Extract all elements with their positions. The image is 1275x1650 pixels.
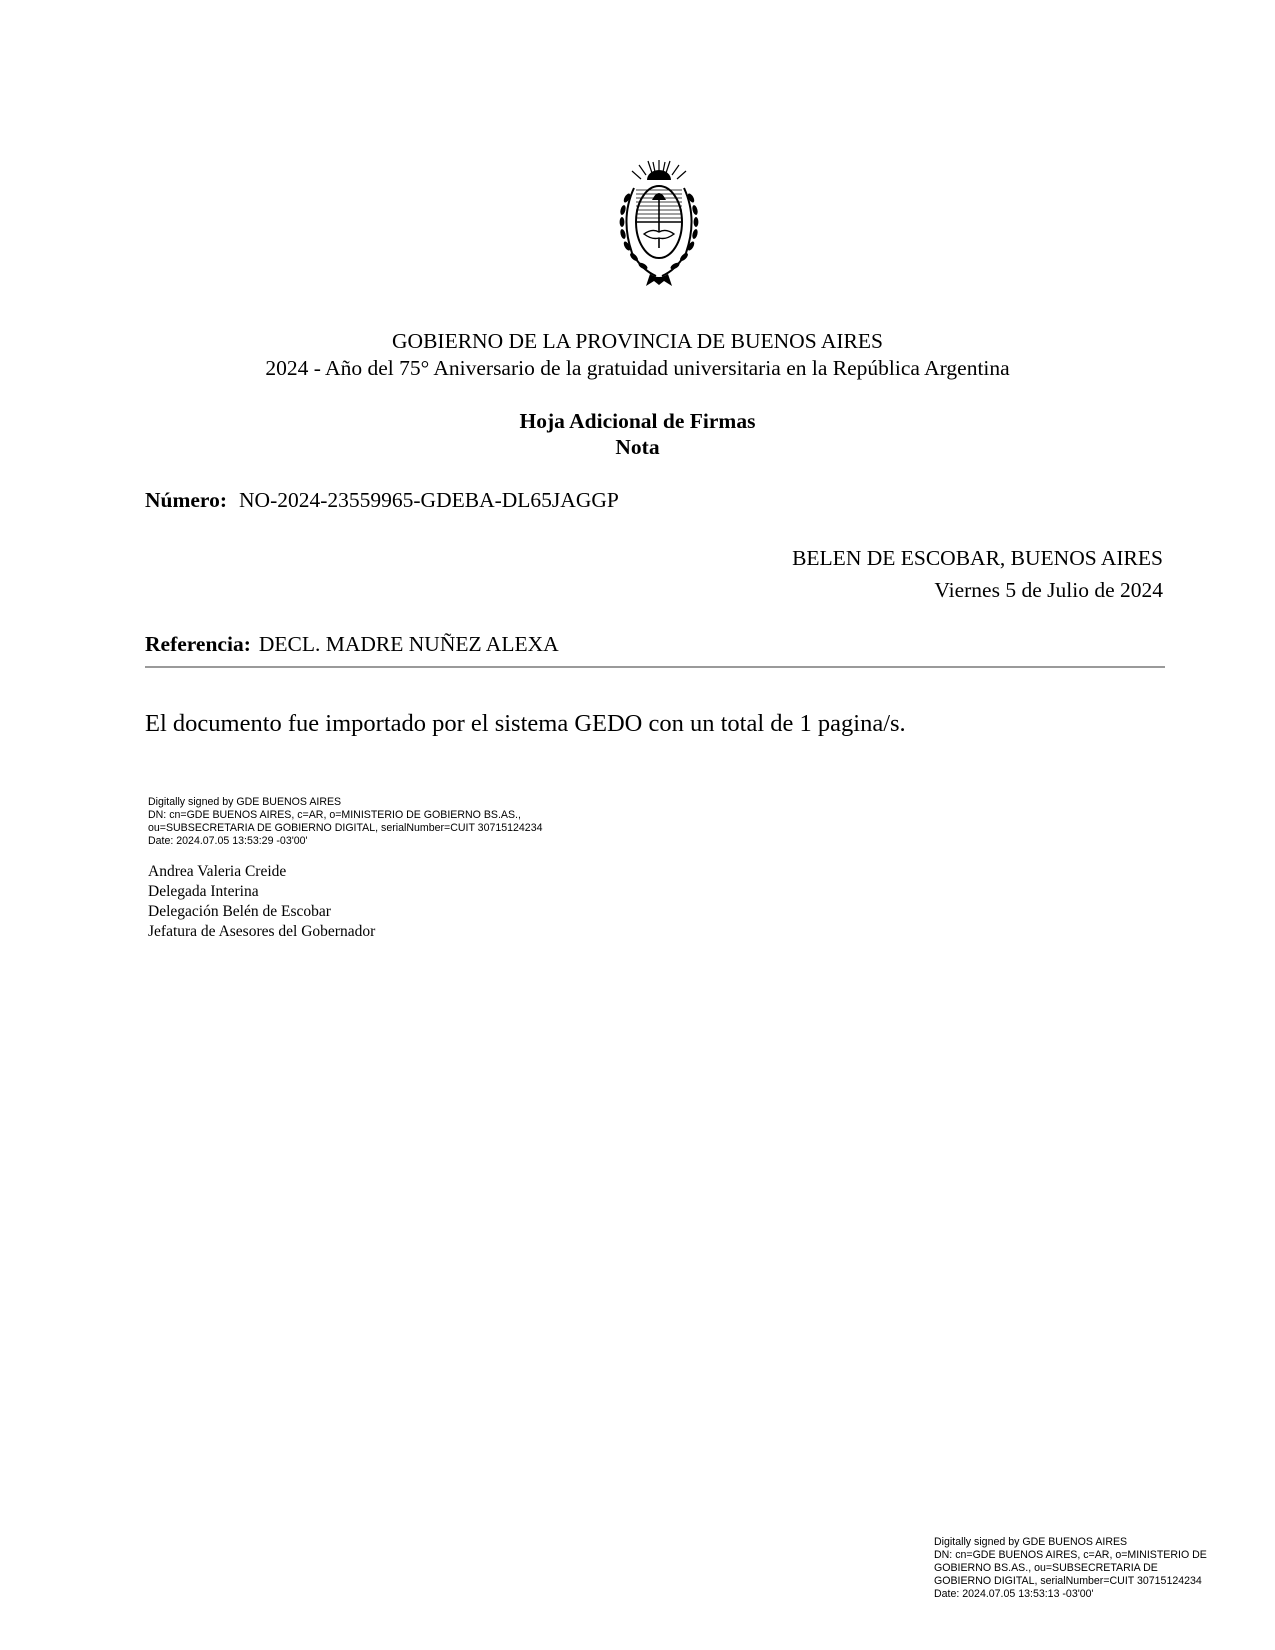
document-number-value: NO-2024-23559965-GDEBA-DL65JAGGP [239,488,619,512]
government-header: GOBIERNO DE LA PROVINCIA DE BUENOS AIRES [392,329,883,353]
document-reference [145,632,559,657]
signature-line: DN: cn=GDE BUENOS AIRES, c=AR, o=MINISTERIO DE [934,1549,1207,1561]
signer-office: Delegación Belén de Escobar [148,903,331,920]
signer-department: Jefatura de Asesores del Gobernador [148,923,376,940]
signature-line: DN: cn=GDE BUENOS AIRES, c=AR, o=MINISTERIO DE GOBIERNO BS.AS., [148,809,521,821]
signer-position: Delegada Interina [148,883,259,900]
signature-line: Date: 2024.07.05 13:53:13 -03'00' [934,1588,1094,1600]
document-date: Viernes 5 de Julio de 2024 [934,578,1163,602]
document-location: BELEN DE ESCOBAR, BUENOS AIRES [792,546,1163,570]
digital-signature-block-footer [934,1536,1207,1601]
reference-value: DECL. MADRE NUÑEZ ALEXA [258,632,559,656]
signer-block [148,862,375,942]
argentine-coat-of-arms-icon [614,158,704,288]
signature-line: GOBIERNO DIGITAL, serialNumber=CUIT 30715124234 [934,1575,1202,1587]
reference-label: Referencia: [145,632,251,656]
signature-line: GOBIERNO BS.AS., ou=SUBSECRETARIA DE [934,1562,1158,1574]
signature-line: Digitally signed by GDE BUENOS AIRES [148,796,342,808]
document-title: Hoja Adicional de Firmas [519,409,756,433]
signature-line: Date: 2024.07.05 13:53:29 -03'00' [148,835,308,847]
document-type: Nota [615,435,660,459]
year-motto: 2024 - Año del 75° Aniversario de la gratuidad universitaria en la República Argentina [265,356,1010,380]
divider [145,666,1165,668]
signer-name: Andrea Valeria Creide [148,863,287,880]
document-number-label: Número: [145,488,228,512]
document-body: El documento fue importado por el sistema GEDO con un total de 1 pagina/s. [145,710,906,737]
signature-line: ou=SUBSECRETARIA DE GOBIERNO DIGITAL, serialNumber=CUIT 30715124234 [148,822,543,834]
signature-line: Digitally signed by GDE BUENOS AIRES [934,1536,1128,1548]
document-number [145,488,619,513]
digital-signature-block [148,796,542,848]
